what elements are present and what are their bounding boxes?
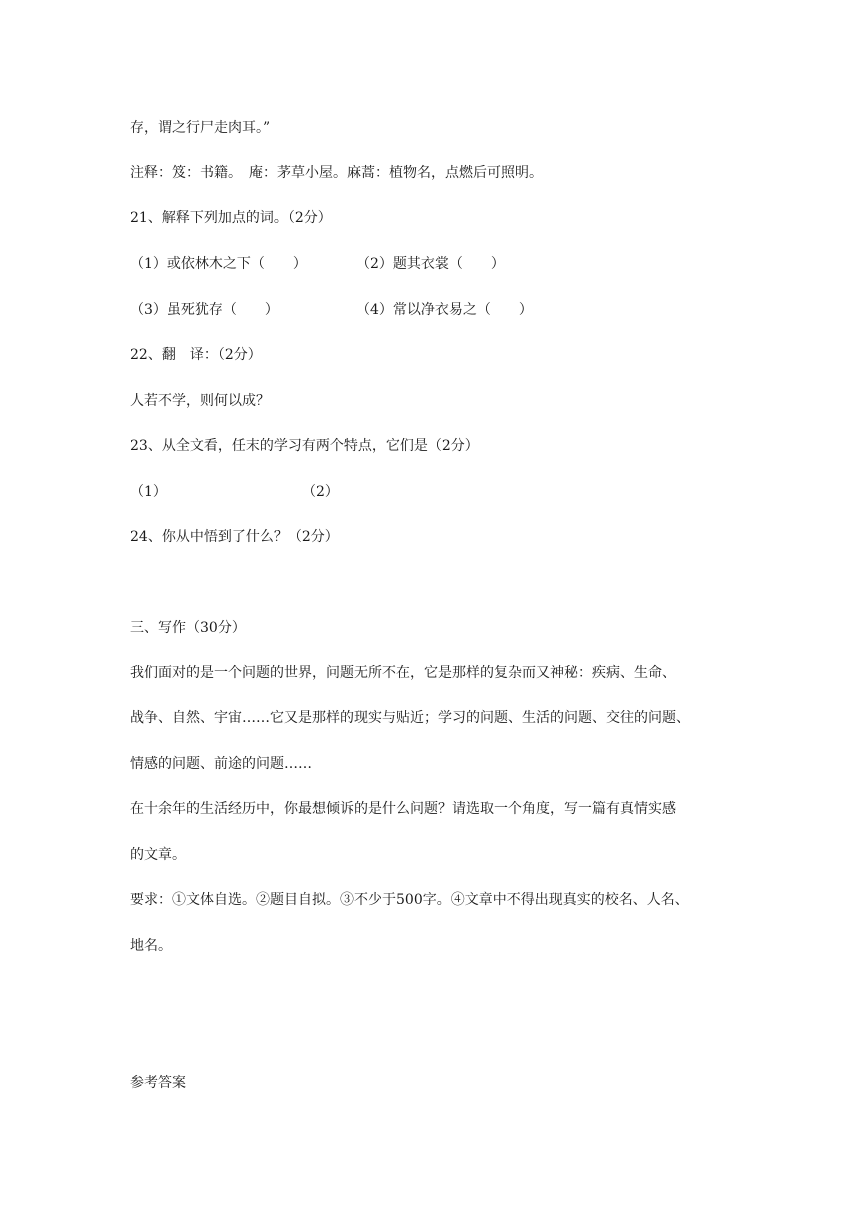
question-23-item-2: （2） — [302, 484, 339, 500]
writing-prompt-line-3: 情感的问题、前途的问题…… — [130, 756, 312, 772]
question-23-title: 23、从全文看，任末的学习有两个特点，它们是（2分） — [130, 438, 479, 454]
annotation-line: 注释：笈：书籍。 庵：茅草小屋。麻蒿：植物名，点燃后可照明。 — [130, 165, 543, 181]
writing-requirements-line-2: 地名。 — [130, 938, 172, 954]
question-21-title: 21、解释下列加点的词。（2分） — [130, 210, 332, 226]
section-3-title: 三、写作（30分） — [130, 620, 246, 636]
question-22-sentence: 人若不学，则何以成？ — [130, 393, 270, 409]
answers-heading: 参考答案 — [130, 1075, 186, 1091]
writing-task-line-1: 在十余年的生活经历中，你最想倾诉的是什么问题？请选取一个角度，写一篇有真情实感 — [130, 801, 676, 817]
question-24-title: 24、你从中悟到了什么？（2分） — [130, 529, 339, 545]
question-23-item-1: （1） — [130, 484, 167, 500]
question-22-title: 22、翻 译：（2分） — [130, 347, 262, 363]
question-21-item-2: （2）题其衣裳（ ） — [356, 256, 505, 272]
passage-end-line: 存，谓之行尸走肉耳。” — [130, 120, 271, 136]
writing-requirements-line-1: 要求：①文体自选。②题目自拟。③不少于500字。④文章中不得出现真实的校名、人名、 — [130, 892, 689, 908]
question-21-item-4: （4）常以净衣易之（ ） — [356, 302, 533, 318]
writing-task-line-2: 的文章。 — [130, 847, 186, 863]
writing-prompt-line-1: 我们面对的是一个问题的世界，问题无所不在，它是那样的复杂而又神秘：疾病、生命、 — [130, 665, 676, 681]
question-21-item-3: （3）虽死犹存（ ） — [130, 302, 279, 318]
question-21-item-1: （1）或依林木之下（ ） — [130, 256, 307, 272]
writing-prompt-line-2: 战争、自然、宇宙……它又是那样的现实与贴近；学习的问题、生活的问题、交往的问题、 — [130, 710, 690, 726]
